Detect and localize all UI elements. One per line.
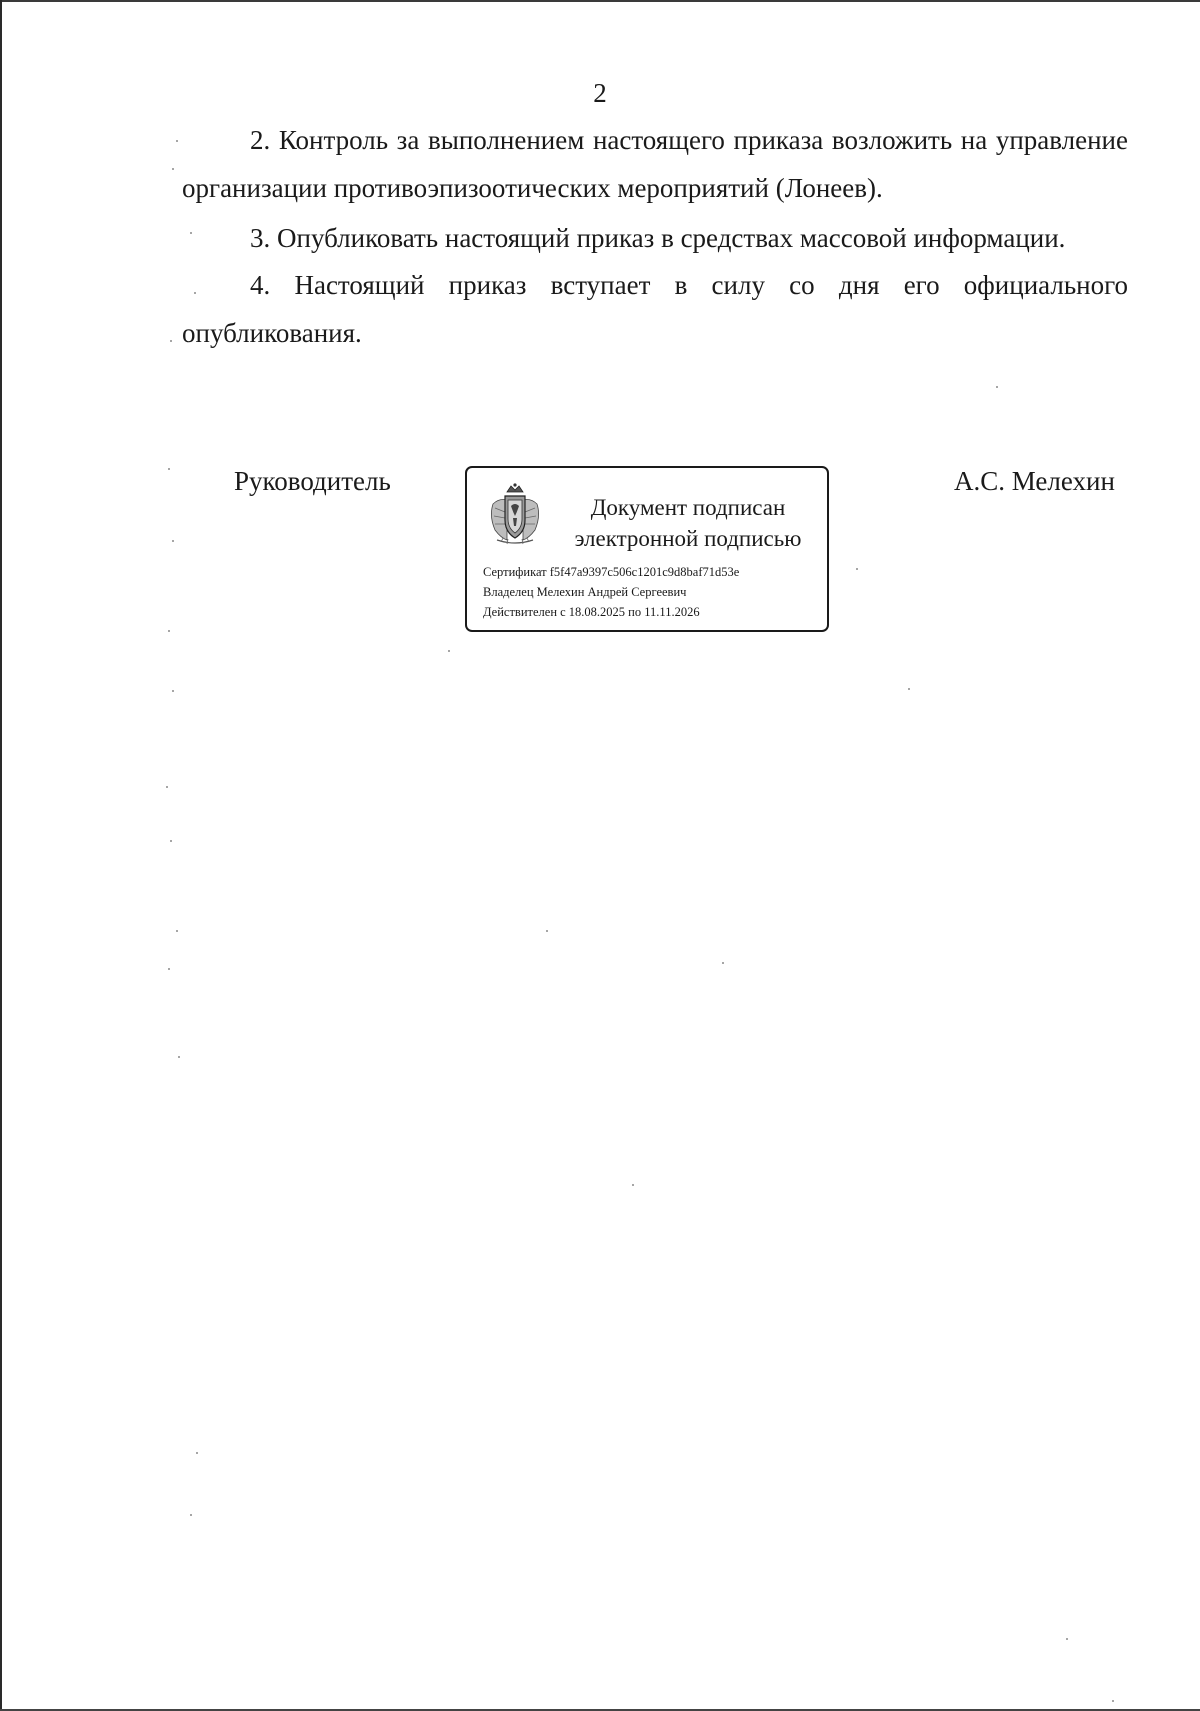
stamp-heading-line1: Документ подписан <box>590 495 786 520</box>
stamp-heading <box>563 492 813 554</box>
certificate-number: Сертификат f5f47a9397c506c1201c9d8baf71d53e <box>483 565 740 579</box>
scan-noise <box>856 568 858 570</box>
scan-noise <box>448 650 450 652</box>
scan-noise <box>170 840 172 842</box>
stamp-details <box>483 562 739 622</box>
scan-noise <box>176 930 178 932</box>
electronic-signature-stamp <box>465 466 829 632</box>
scan-noise <box>172 690 174 692</box>
signer-position: Руководитель <box>234 466 391 496</box>
paragraph-text: 3. Опубликовать настоящий приказ в средствах массовой информации. <box>250 223 1066 253</box>
scan-noise <box>168 468 170 470</box>
scan-noise <box>166 786 168 788</box>
paragraph-4 <box>182 261 1128 357</box>
signer-name: А.С. Мелехин <box>954 466 1115 496</box>
scan-noise <box>996 386 998 388</box>
scan-noise <box>172 168 174 170</box>
scan-edge-left <box>0 0 2 1711</box>
page-number: 2 <box>593 78 607 108</box>
scan-noise <box>172 540 174 542</box>
scan-edge-top <box>0 0 1200 2</box>
scan-noise <box>190 1514 192 1516</box>
scan-noise <box>546 930 548 932</box>
scan-noise <box>722 962 724 964</box>
paragraph-3 <box>182 214 1128 262</box>
paragraph-text: 2. Контроль за выполнением настоящего приказа возложить на управление организации противоэпизоотических мероприятий (Лонеев). <box>182 125 1128 203</box>
scan-noise <box>196 1452 198 1454</box>
paragraph-2 <box>182 116 1128 212</box>
scan-noise <box>190 232 192 234</box>
stamp-heading-line2: электронной подписью <box>574 526 802 551</box>
scan-noise <box>168 968 170 970</box>
scan-noise <box>1066 1638 1068 1640</box>
scan-noise <box>1112 1700 1114 1702</box>
scan-noise <box>194 292 196 294</box>
certificate-validity: Действителен с 18.08.2025 по 11.11.2026 <box>483 605 700 619</box>
paragraph-text: 4. Настоящий приказ вступает в силу со дня его официального опубликования. <box>182 270 1128 348</box>
scan-noise <box>168 630 170 632</box>
certificate-owner: Владелец Мелехин Андрей Сергеевич <box>483 585 687 599</box>
coat-of-arms-icon <box>483 482 547 546</box>
scan-noise <box>908 688 910 690</box>
scan-noise <box>632 1184 634 1186</box>
scan-noise <box>170 340 172 342</box>
scan-noise <box>178 1056 180 1058</box>
scan-noise <box>176 140 178 142</box>
